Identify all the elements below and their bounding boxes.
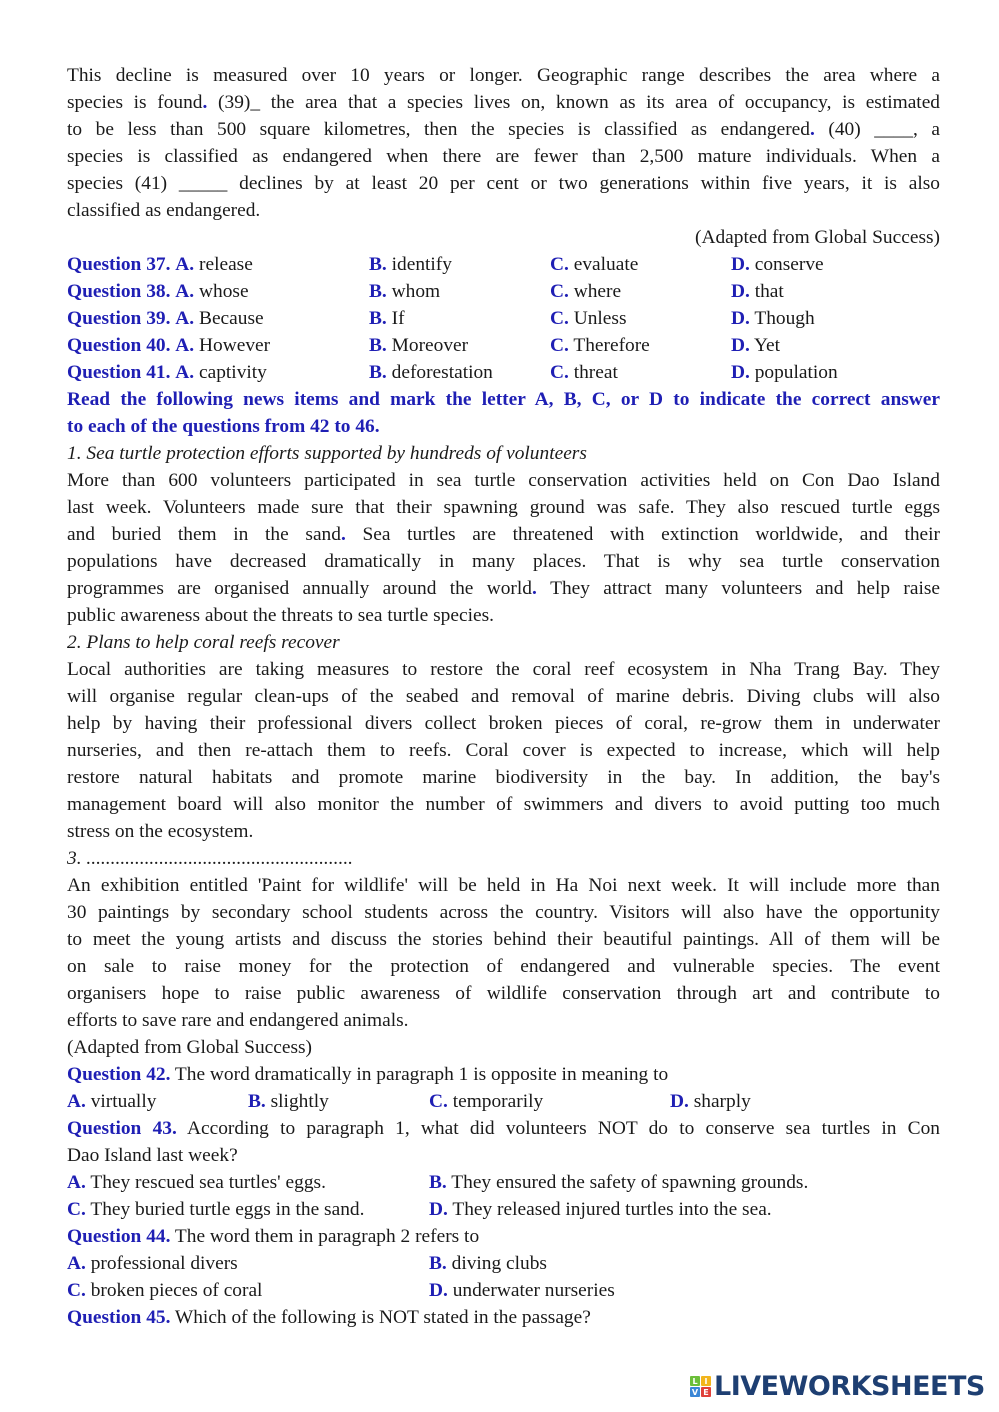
question-label: Question 37. [67,254,171,275]
option-letter[interactable]: C. [550,308,569,329]
option-text[interactable]: They buried turtle eggs in the sand. [85,1199,365,1220]
option-letter[interactable]: D. [429,1280,448,1301]
option-letter[interactable]: B. [429,1253,447,1274]
news-title: 2. Plans to help coral reefs recover [67,632,340,653]
question-stem: According to paragraph 1, what did volunteers NOT do to conserve sea turtles in Con [176,1118,940,1139]
option-letter[interactable]: B. [248,1091,266,1112]
question-45 [67,1304,940,1331]
passage-line: to be less than 500 square kilometres, then the species is classified as endangered. (40) ____, a [67,119,940,140]
option-text[interactable]: Though [754,308,815,329]
option-letter[interactable]: A. [67,1172,86,1193]
worksheet-page [67,62,940,1331]
option-text[interactable]: whom [391,281,441,302]
option-text[interactable]: threat [573,362,618,383]
option-letter[interactable]: B. [369,254,387,275]
passage-line: species is found. (39)_ the area that a species lives on, known as its area of occupancy, is estimated [67,92,941,113]
option-letter[interactable]: D. [731,335,750,356]
option-text[interactable]: temporarily [447,1091,544,1112]
option-text[interactable]: They ensured the safety of spawning grounds. [446,1172,809,1193]
option-letter[interactable]: D. [731,254,750,275]
news-title-blank: 3. ....................................................... [67,848,354,869]
question-stem: The word dramatically in paragraph 1 is opposite in meaning to [170,1064,669,1085]
option-text[interactable]: whose [199,281,249,302]
question-label: Question 42. [67,1064,171,1085]
passage-line: species (41) _____ declines by at least 20 per cent or two generations within five years, it is also [67,173,940,194]
question-43 [67,1115,940,1223]
option-text[interactable]: identify [391,254,452,275]
option-letter[interactable]: A. [175,254,195,275]
question-row-40 [67,332,940,359]
option-letter[interactable]: D. [731,362,750,383]
option-text[interactable]: diving clubs [446,1253,547,1274]
question-label: Question 40. [67,335,171,356]
news-item-1: 1. Sea turtle protection efforts supported by hundreds of volunteers More than 600 volunteers participated in sea turtle conservation activities held on Con Dao Island last week. Volunteers made sure that their spawning ground was safe. They also rescued turtle eggs and buried them in the sand. Sea turtles are threatened with extinction worldwide, and their populations have decreased dramatically in many places. That is why sea turtle conservation programmes are organised annually around the world. They attract many volunteers and help raise public awareness about the threats to sea turtle species. [67,440,940,629]
passage-line: This decline is measured over 10 years or longer. Geographic range describes the area where a [67,65,940,86]
option-letter[interactable]: C. [67,1280,86,1301]
passage-line: classified as endangered. [67,200,261,221]
option-letter[interactable]: C. [550,254,569,275]
news-title: 1. Sea turtle protection efforts supported by hundreds of volunteers [67,443,587,464]
option-letter[interactable]: C. [429,1091,448,1112]
option-text[interactable]: that [754,281,784,302]
question-label: Question 43. [67,1118,177,1139]
option-text[interactable]: underwater nurseries [447,1280,615,1301]
option-text[interactable]: release [199,254,253,275]
passage-source: (Adapted from Global Success) [694,227,940,248]
option-text[interactable]: Because [199,308,264,329]
option-text[interactable]: Yet [754,335,781,356]
logo-text: LIVEWORKSHEETS [714,1371,985,1402]
option-letter[interactable]: B. [369,281,387,302]
option-letter[interactable]: C. [550,335,569,356]
option-text[interactable]: where [573,281,622,302]
passage-end [67,62,940,251]
option-text[interactable]: broken pieces of coral [85,1280,263,1301]
section-instruction: Read the following news items and mark the letter A, B, C, or D to indicate the correct answer to each of the questions from 42 to 46. [67,389,940,437]
question-stem: The word them in paragraph 2 refers to [170,1226,480,1247]
option-text[interactable]: virtually [85,1091,157,1112]
liveworksheets-logo[interactable] [690,1373,985,1400]
option-letter[interactable]: A. [175,362,195,383]
question-label: Question 39. [67,308,171,329]
option-text[interactable]: They rescued sea turtles' eggs. [85,1172,326,1193]
option-letter[interactable]: A. [67,1091,86,1112]
option-text[interactable]: deforestation [391,362,493,383]
option-letter[interactable]: D. [731,308,750,329]
question-44 [67,1223,940,1304]
cloze-questions [67,251,940,386]
passage-line: species is classified as endangered when there are fewer than 2,500 mature individuals. When a [67,146,940,167]
option-letter[interactable]: B. [369,335,387,356]
question-stem-cont: Dao Island last week? [67,1145,238,1166]
option-letter[interactable]: A. [67,1253,86,1274]
question-42 [67,1061,940,1115]
logo-tile: E [701,1387,711,1397]
option-text[interactable]: Therefore [573,335,650,356]
option-text[interactable]: Moreover [391,335,469,356]
option-text[interactable]: sharply [688,1091,751,1112]
option-letter[interactable]: D. [731,281,750,302]
option-letter[interactable]: C. [550,281,569,302]
option-letter[interactable]: A. [175,308,195,329]
question-row-39 [67,305,940,332]
option-letter[interactable]: C. [67,1199,86,1220]
question-row-37 [67,251,940,278]
option-letter[interactable]: A. [175,281,195,302]
question-label: Question 45. [67,1307,171,1328]
option-letter[interactable]: B. [369,308,387,329]
question-row-38 [67,278,940,305]
logo-tiles-icon [690,1376,711,1397]
option-text[interactable]: population [754,362,838,383]
question-stem: Which of the following is NOT stated in the passage? [170,1307,591,1328]
question-row-41 [67,359,940,386]
news-item-2: 2. Plans to help coral reefs recover Local authorities are taking measures to restore the coral reef ecosystem in Nha Trang Bay. They will organise regular clean-ups of the seabed and removal of marine debris. Diving clubs will also help by having their professional divers collect broken pieces of coral, re-grow them in underwater nurseries, and then re-attach them to reefs. Coral cover is expected to increase, which will help restore natural habitats and promote marine biodiversity in the bay. In addition, the bay's management board will also monitor the number of swimmers and divers to avoid putting too much stress on the ecosystem. [67,629,940,845]
option-text[interactable]: They released injured turtles into the sea. [447,1199,772,1220]
news-source: (Adapted from Global Success) [67,1037,313,1058]
option-text[interactable]: captivity [199,362,267,383]
option-letter[interactable]: D. [670,1091,689,1112]
option-text[interactable]: professional divers [85,1253,238,1274]
question-label: Question 38. [67,281,171,302]
option-text[interactable]: Unless [573,308,627,329]
logo-tile: V [691,1387,699,1397]
question-label: Question 44. [67,1226,171,1247]
option-text[interactable]: If [391,308,405,329]
option-text[interactable]: However [199,335,271,356]
news-item-3: 3. ....................................................... An exhibition entitled 'Paint for wildlife' will be held in Ha Noi next week. It will include more than 30 paintings by secondary school students across the country. Visitors will also have the opportunity to meet the young artists and discuss the stories behind their beautiful paintings. All of them will be on sale to raise money for the protection of endangered and vulnerable species. The event organisers hope to raise public awareness of wildlife conservation through art and contribute to efforts to save rare and endangered animals. [67,845,940,1034]
option-letter[interactable]: C. [550,362,569,383]
option-letter[interactable]: B. [429,1172,447,1193]
option-letter[interactable]: D. [429,1199,448,1220]
logo-tile: L [690,1376,700,1386]
option-text[interactable]: slightly [265,1091,329,1112]
option-letter[interactable]: B. [369,362,387,383]
option-text[interactable]: evaluate [573,254,639,275]
question-label: Question 41. [67,362,171,383]
option-text[interactable]: conserve [754,254,824,275]
logo-tile: I [701,1376,711,1386]
option-letter[interactable]: A. [175,335,195,356]
